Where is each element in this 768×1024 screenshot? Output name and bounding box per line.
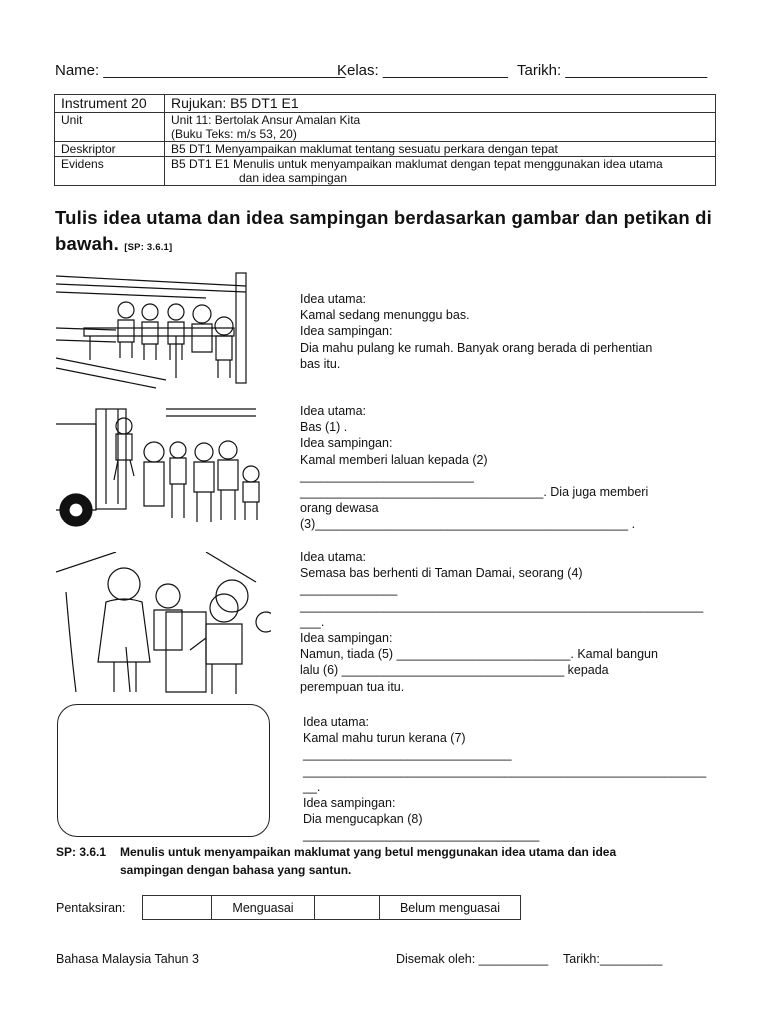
section-3-line: Idea utama:: [300, 550, 367, 564]
section-3-line: lalu (6) ________________________________ kepada: [300, 663, 609, 678]
answer-blank-4[interactable]: ______________: [300, 582, 398, 597]
kelas-field[interactable]: Kelas: _______________: [337, 62, 508, 79]
section-3-line: Idea sampingan:: [300, 631, 393, 646]
answer-blank-7[interactable]: __________________________________________________________: [303, 763, 707, 778]
deskriptor-label: Deskriptor: [55, 142, 165, 157]
belum-menguasai-checkbox[interactable]: [315, 896, 380, 920]
unit-title: Unit 11: Bertolak Ansur Amalan Kita: [171, 113, 361, 127]
section-1-line: Idea utama:: [300, 292, 367, 306]
section-1-line: Kamal sedang menunggu bas.: [300, 308, 470, 323]
instruction-heading: [55, 205, 720, 261]
rating-table: [142, 895, 521, 920]
section-4-line: Dia mengucapkan (8): [303, 812, 423, 827]
drawing-box[interactable]: [57, 704, 270, 837]
answer-blank-7[interactable]: ______________________________: [303, 747, 512, 762]
pentaksiran-label: Pentaksiran:: [56, 901, 126, 915]
section-1-text: [300, 291, 652, 372]
instruction-text: Tulis idea utama dan idea sampingan berdasarkan gambar dan petikan di bawah.: [55, 207, 713, 254]
rujukan: Rujukan: B5 DT1 E1: [165, 95, 716, 113]
section-4-text: [303, 714, 706, 844]
unit-textbook: (Buku Teks: m/s 53, 20): [171, 127, 297, 141]
belum-menguasai-label: Belum menguasai: [380, 896, 521, 920]
section-1-line: Idea sampingan:: [300, 324, 393, 339]
section-2-line: ___________________________________. Dia juga memberi: [300, 485, 649, 500]
boarding-bus-illustration: [56, 404, 271, 532]
footer-subject: Bahasa Malaysia Tahun 3: [56, 952, 199, 966]
evidens-line-1: B5 DT1 E1 Menulis untuk menyampaikan maklumat dengan tepat menggunakan idea utama: [171, 157, 663, 171]
section-4-line: Idea sampingan:: [303, 796, 396, 811]
section-1-line: bas itu.: [300, 356, 341, 371]
sp-code: SP: 3.6.1: [56, 845, 107, 859]
deskriptor-value: B5 DT1 Menyampaikan maklumat tentang sesuatu perkara dengan tepat: [165, 142, 716, 157]
bus-stop-illustration: [56, 268, 271, 390]
footer-tarikh-field[interactable]: Tarikh:_________: [563, 952, 663, 966]
sp-description: [120, 844, 616, 878]
tarikh-field[interactable]: Tarikh: _________________: [517, 62, 708, 79]
sp-description-line-1: Menulis untuk menyampaikan maklumat yang betul menggunakan idea utama dan idea: [120, 845, 617, 859]
section-2-line: Idea utama:: [300, 404, 367, 418]
section-3-line: Namun, tiada (5) _________________________. Kamal bangun: [300, 647, 658, 662]
section-2-line: orang dewasa: [300, 501, 379, 516]
instrument-number: Instrument 20: [55, 95, 165, 113]
evidens-label: Evidens: [55, 157, 165, 186]
section-3-line: perempuan tua itu.: [300, 679, 405, 694]
section-3-line: Semasa bas berhenti di Taman Damai, seorang (4): [300, 566, 583, 581]
menguasai-label: Menguasai: [212, 896, 315, 920]
section-1-line: Dia mahu pulang ke rumah. Banyak orang berada di perhentian: [300, 340, 653, 355]
evidens-value: [165, 157, 716, 186]
section-4-line: Kamal mahu turun kerana (7): [303, 731, 466, 746]
name-field[interactable]: Name: _____________________________: [55, 62, 346, 79]
section-2-text: [300, 403, 648, 533]
answer-blank-2[interactable]: _________________________: [300, 468, 474, 483]
instruction-sp-tag: [SP: 3.6.1]: [124, 242, 173, 253]
section-2-line: Kamal memberi laluan kepada (2): [300, 452, 488, 467]
evidens-line-2: dan idea sampingan: [239, 171, 348, 185]
section-4-line: __.: [303, 779, 321, 794]
answer-blank-8[interactable]: __________________________________: [303, 828, 540, 843]
section-3-text: [300, 549, 703, 695]
instrument-info-table: [54, 94, 716, 186]
section-2-line: Bas (1) .: [300, 420, 348, 435]
answer-blank-4[interactable]: __________________________________________________________: [300, 598, 704, 613]
unit-value: [165, 113, 716, 142]
section-4-line: Idea utama:: [303, 715, 370, 729]
section-2-line: Idea sampingan:: [300, 436, 393, 451]
inside-bus-illustration: [56, 552, 271, 697]
section-3-line: ___.: [300, 614, 325, 629]
unit-label: Unit: [55, 113, 165, 142]
disemak-field[interactable]: Disemak oleh: __________: [396, 952, 549, 966]
sp-description-line-2: sampingan dengan bahasa yang santun.: [120, 863, 352, 877]
answer-blank-3[interactable]: (3)_____________________________________________ .: [300, 517, 636, 532]
menguasai-checkbox[interactable]: [143, 896, 212, 920]
